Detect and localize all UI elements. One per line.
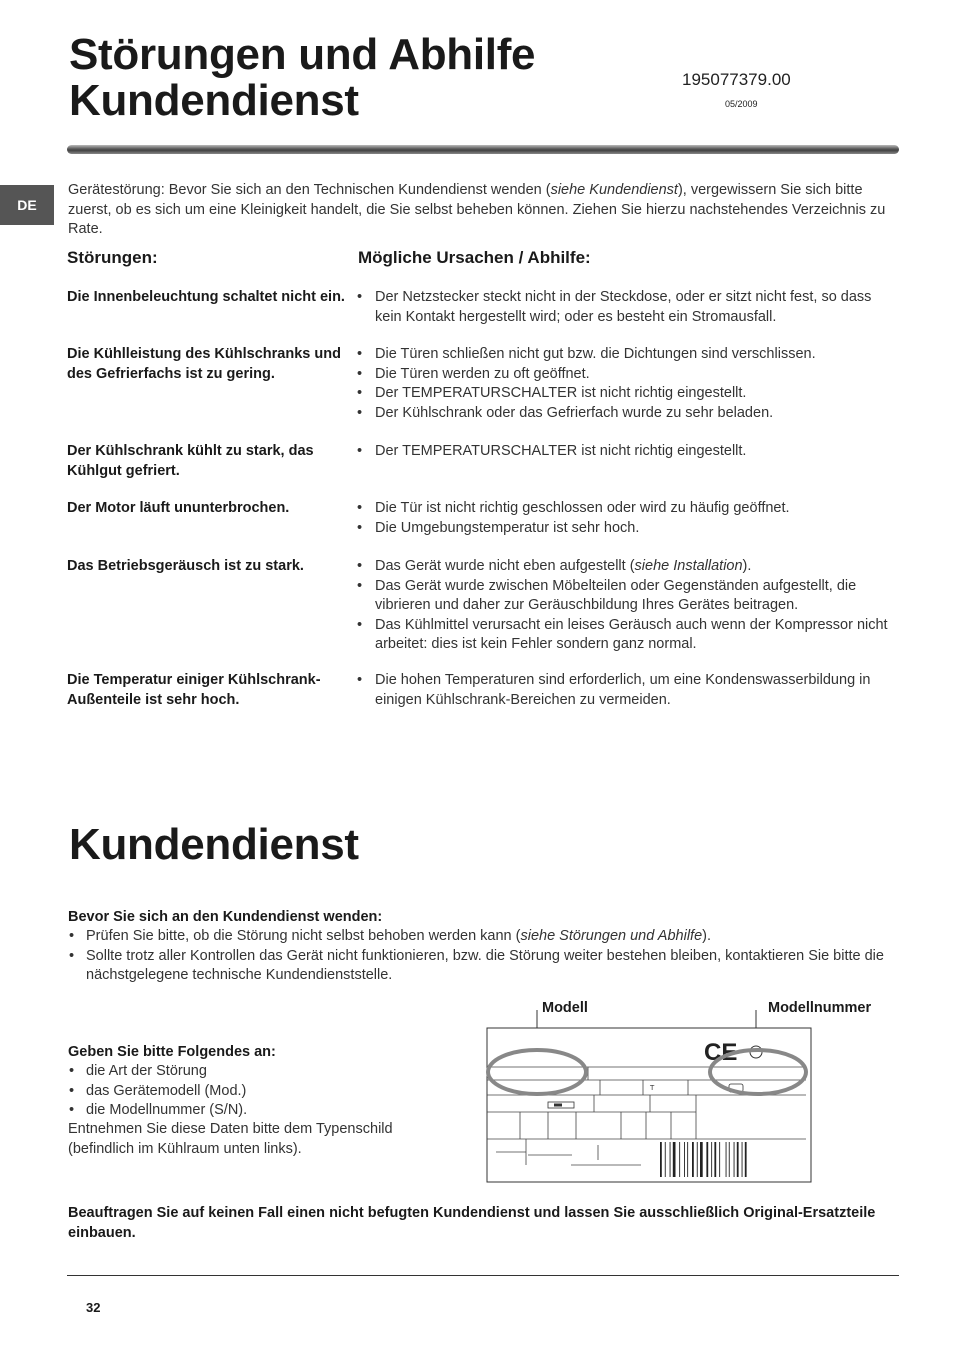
provide-list (68, 1062, 428, 1121)
warning-note: Beauftragen Sie auf keinen Fall einen nicht befugten Kundendienst und lassen Sie ausschließlich Original-Ersatzteile einbauen. (68, 1205, 876, 1241)
cause-item: • Der Kühlschrank oder das Gefrierfach wurde zu sehr beladen. (357, 404, 899, 424)
causes-heading: Mögliche Ursachen / Abhilfe: (358, 248, 591, 267)
page-title (69, 32, 535, 124)
barcode-bar (665, 1142, 666, 1177)
causes-list-1 (357, 288, 899, 327)
service-title: Kundendienst (69, 820, 359, 869)
barcode-bar (679, 1142, 680, 1177)
intro-text-2: ), vergewissern Sie sich bitte zuerst, ob es sich um eine Kleinigkeit handelt, die Sie selbst beheben können. Ziehen Sie hierzu nachstehendes Verzeichnis zu Rate. (68, 182, 886, 237)
provide-heading: Geben Sie bitte Folgendes an: (68, 1044, 276, 1060)
before-item: • Sollte trotz aller Kontrollen das Gerät nicht funktionieren, bzw. die Störung weiter bestehen bleiben, kontaktieren Sie bitte die nächstgelegene technische Kundendienststelle. (68, 947, 898, 986)
cause-item: • Das Gerät wurde zwischen Möbelteilen oder Gegenständen aufgestellt, die vibrieren und daher zur Geräuschbildung Ihres Gerätes beitragen. (357, 577, 899, 616)
cause-item: • Das Kühlmittel verursacht ein leises Geräusch auch wenn der Kompressor nicht arbeitet: dies ist kein Fehler sondern ganz normal. (357, 616, 899, 655)
cause-item: • Die Tür ist nicht richtig geschlossen oder wird zu häufig geöffnet. (357, 499, 899, 519)
cause-item: • Die Türen schließen nicht gut bzw. die Dichtungen sind verschlissen. (357, 345, 899, 365)
language-tab: DE (0, 185, 54, 225)
barcode-bar (697, 1142, 698, 1177)
provide-item: • die Modellnummer (S/N). (68, 1101, 428, 1121)
barcode-bar (692, 1142, 694, 1177)
barcode-bar (734, 1142, 735, 1177)
causes-list-2 (357, 345, 899, 423)
cause-item: • Die Umgebungstemperatur ist sehr hoch. (357, 519, 899, 539)
footer-divider (67, 1275, 899, 1276)
document-date: 05/2009 (725, 99, 758, 109)
barcode-bar (673, 1142, 676, 1177)
label-model: Modell (542, 1000, 588, 1016)
barcode-bar (726, 1142, 727, 1177)
cause-item: • Der TEMPERATURSCHALTER ist nicht richtig eingestellt. (357, 384, 899, 404)
provide-item: • das Gerätemodell (Mod.) (68, 1082, 428, 1102)
causes-list-4 (357, 499, 899, 538)
title-line-1: Störungen und Abhilfe (69, 30, 536, 79)
problem-4: Der Motor läuft ununterbrochen. (67, 500, 290, 516)
title-line-2: Kundendienst (69, 76, 359, 125)
cause-item: • Die hohen Temperaturen sind erforderlich, um eine Kondenswasserbildung in einigen Kühlschrank-Bereichen zu vermeiden. (357, 671, 899, 710)
problems-heading: Störungen: (67, 248, 158, 267)
plate-mark-symbol: T (650, 1084, 655, 1092)
intro-text-1: Gerätestörung: Bevor Sie sich an den Technischen Kundendienst wenden ( (68, 182, 551, 198)
page-number: 32 (86, 1300, 101, 1315)
document-number: 195077379.00 (682, 70, 791, 89)
barcode-bar (711, 1142, 712, 1177)
barcode-bar (687, 1142, 688, 1177)
plate-mark-fill (554, 1104, 562, 1107)
header-divider (67, 145, 899, 154)
before-list (68, 927, 898, 986)
problem-1: Die Innenbeleuchtung schaltet nicht ein. (67, 289, 345, 305)
barcode-bar (706, 1142, 708, 1177)
barcode-bar (737, 1142, 739, 1177)
causes-list-6 (357, 671, 899, 710)
cause-item: • Das Gerät wurde nicht eben aufgestellt (siehe Installation). (357, 557, 899, 577)
cause-item: • Die Türen werden zu oft geöffnet. (357, 365, 899, 385)
ce-mark-icon: CE (704, 1039, 738, 1066)
problem-5: Das Betriebsgeräusch ist zu stark. (67, 558, 304, 574)
provide-item: • die Art der Störung (68, 1062, 428, 1082)
barcode-bar (700, 1142, 703, 1177)
problem-3: Der Kühlschrank kühlt zu stark, das Kühlgut gefriert. (67, 443, 314, 479)
barcode-bar (745, 1142, 747, 1177)
intro-link-text: siehe Kundendienst (550, 182, 678, 198)
barcode-bar (719, 1142, 720, 1177)
barcode-bar (729, 1142, 730, 1177)
barcode-bar (670, 1142, 671, 1177)
barcode-bar (714, 1142, 716, 1177)
before-item: • Prüfen Sie bitte, ob die Störung nicht selbst behoben werden kann (siehe Störungen und Abhilfe). (68, 927, 898, 947)
cause-item: • Der Netzstecker steckt nicht in der Steckdose, oder er sitzt nicht fest, so dass kein Kontakt hergestellt wird; oder es besteht ein Stromausfall. (357, 288, 899, 327)
barcode-bar (742, 1142, 743, 1177)
causes-list-3 (357, 442, 899, 462)
provide-note: Entnehmen Sie diese Daten bitte dem Typenschild (befindlich im Kühlraum unten links). (68, 1121, 393, 1157)
cause-item: • Der TEMPERATURSCHALTER ist nicht richtig eingestellt. (357, 442, 899, 462)
intro-paragraph (68, 181, 898, 240)
label-model-number: Modellnummer (768, 1000, 872, 1016)
problem-6: Die Temperatur einiger Kühlschrank-Außenteile ist sehr hoch. (67, 672, 321, 708)
causes-list-5 (357, 557, 899, 655)
barcode-bar (660, 1142, 662, 1177)
rating-plate-illustration (486, 1010, 816, 1185)
before-heading: Bevor Sie sich an den Kundendienst wenden: (68, 909, 383, 925)
barcode-bar (684, 1142, 685, 1177)
problem-2: Die Kühlleistung des Kühlschranks und des Gefrierfachs ist zu gering. (67, 346, 341, 382)
